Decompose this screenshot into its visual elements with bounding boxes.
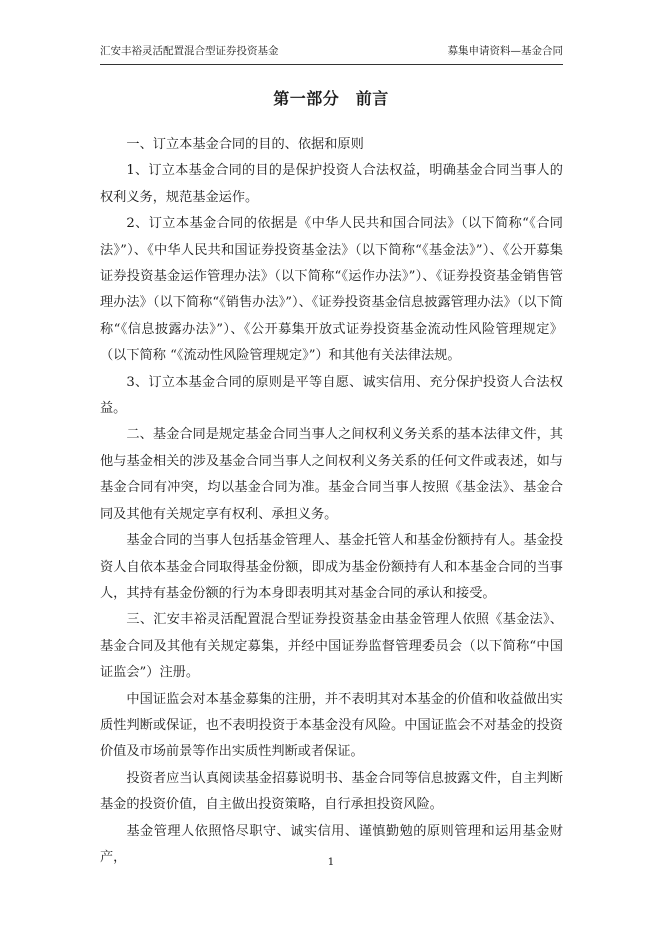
paragraph: 投资者应当认真阅读基金招募说明书、基金合同等信息披露文件，自主判断基金的投资价值，自主做出投资策略，自行承担投资风险。 <box>100 770 563 813</box>
header-fund-name: 汇安丰裕灵活配置混合型证券投资基金 <box>100 45 279 57</box>
paragraph: 二、基金合同是规定基金合同当事人之间权利义务关系的基本法律文件，其他与基金相关的涉及基金合同当事人之间权利义务关系的任何文件或表述，如与基金合同有冲突，均以基金合同为准。基金合同当事人按照《基金法》、基金合同及其他有关规定享有权利、承担义务。 <box>100 427 563 522</box>
paragraph: 中国证监会对本基金募集的注册，并不表明其对本基金的价值和收益做出实质性判断或保证，也不表明投资于本基金没有风险。中国证监会不对基金的投资价值及市场前景等作出实质性判断或者保证。 <box>100 691 563 760</box>
paragraph: 基金管理人依照恪尽职守、诚实信用、谨慎勤勉的原则管理和运用基金财产， <box>100 823 563 865</box>
paragraph-heading-1: 一、订立本基金合同的目的、依据和原则 <box>126 137 364 152</box>
header-document-type: 募集申请资料—基金合同 <box>447 45 563 57</box>
paragraph: 基金合同的当事人包括基金管理人、基金托管人和基金份额持有人。基金投资人自依本基金合同取得基金份额，即成为基金份额持有人和本基金合同的当事人，其持有基金份额的行为本身即表明其对基金合同的承认和接受。 <box>100 533 563 601</box>
paragraph: 1、订立本基金合同的目的是保护投资人合法权益，明确基金合同当事人的权利义务，规范基金运作。 <box>100 163 563 205</box>
document-body <box>100 132 563 871</box>
paragraph: 3、订立本基金合同的原则是平等自愿、诚实信用、充分保护投资人合法权益。 <box>100 374 563 417</box>
page-header <box>100 44 563 65</box>
page-number: 1 <box>327 856 335 868</box>
section-title: 第一部分 前言 <box>273 89 389 108</box>
paragraph: 2、订立本基金合同的依据是《中华人民共和国合同法》（以下简称“《合同法》”）、《中华人民共和国证券投资基金法》（以下简称“《基金法》”）、《公开募集证券投资基金运作管理办法》（以下简称“《运作办法》”）、《证券投资基金销售管理办法》（以下简称“《销售办法》”）、《证券投资基金信息披露管理办法》（以下简称“《信息披露办法》”）、《公开募集开放式证券投资基金流动性风险管理规定》（以下简称 “《流动性风险管理规定》”）和其他有关法律法规。 <box>100 216 563 364</box>
paragraph: 三、汇安丰裕灵活配置混合型证券投资基金由基金管理人依照《基金法》、基金合同及其他有关规定募集，并经中国证券监督管理委员会（以下简称“中国证监会”）注册。 <box>100 612 563 681</box>
